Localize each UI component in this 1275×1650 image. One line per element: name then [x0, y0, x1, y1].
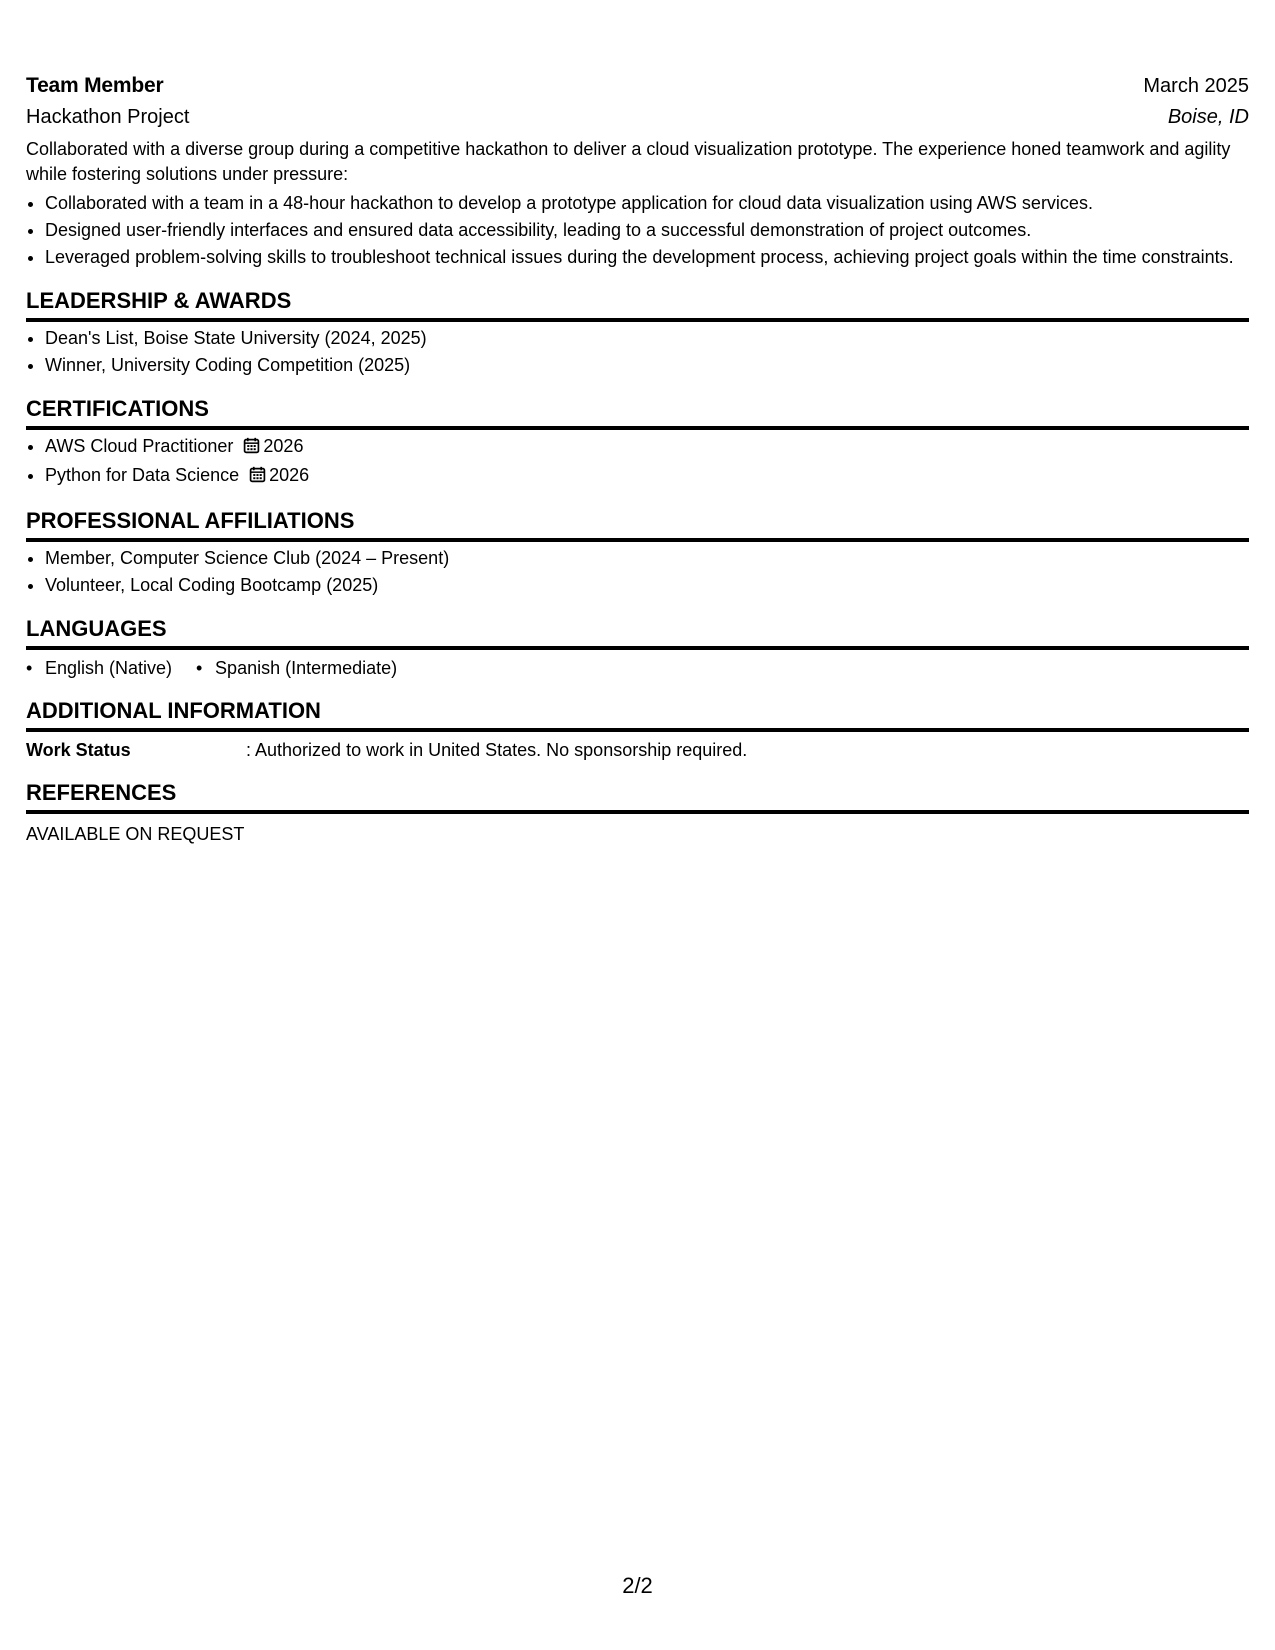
- affiliations-list: [26, 546, 1249, 597]
- page-number: 2/2: [622, 1573, 653, 1598]
- certification-year: 2026: [263, 436, 304, 456]
- list-item: • Member, Computer Science Club (2024 – Present): [45, 546, 1249, 570]
- calendar-icon: [243, 436, 260, 460]
- list-item: • English (Native): [26, 658, 172, 679]
- calendar-icon: [249, 465, 266, 489]
- section-title: ADDITIONAL INFORMATION: [26, 698, 1249, 732]
- list-item: • Dean's List, Boise State University (2024, 2025): [45, 326, 1249, 350]
- certification-year: 2026: [269, 465, 310, 485]
- section-title: LANGUAGES: [26, 616, 1249, 650]
- certification-name: AWS Cloud Practitioner: [45, 436, 234, 456]
- affiliations-section: [26, 508, 1249, 597]
- section-title: PROFESSIONAL AFFILIATIONS: [26, 508, 1249, 542]
- list-item: • Leveraged problem-solving skills to troubleshoot technical issues during the development process, achieving project goals within the time constraints.: [45, 245, 1249, 269]
- work-status-label: Work Status: [26, 740, 131, 760]
- entry-bullets: [26, 191, 1249, 269]
- work-status-row: [26, 740, 1249, 761]
- certifications-list: [26, 434, 1249, 489]
- job-date: March 2025: [1143, 75, 1249, 97]
- work-status-value: : Authorized to work in United States. No sponsorship required.: [246, 740, 748, 760]
- entry-header: [26, 74, 1249, 98]
- references-text: AVAILABLE ON REQUEST: [26, 824, 245, 844]
- list-item: [45, 463, 1249, 489]
- list-item: • Designed user-friendly interfaces and ensured data accessibility, leading to a successful demonstration of project outcomes.: [45, 218, 1249, 242]
- leadership-section: [26, 288, 1249, 377]
- list-item: • Spanish (Intermediate): [196, 658, 397, 679]
- list-item: • Winner, University Coding Competition (2025): [45, 353, 1249, 377]
- section-title: CERTIFICATIONS: [26, 396, 1249, 430]
- entry-subheader: [26, 106, 1249, 129]
- experience-entry: [26, 74, 1249, 269]
- job-location: Boise, ID: [1167, 106, 1249, 128]
- job-title: Team Member: [26, 74, 164, 97]
- list-item: [45, 434, 1249, 460]
- entry-description: Collaborated with a diverse group during a competitive hackathon to deliver a cloud visualization prototype. The experience honed teamwork and agility while fostering solutions under pressure:: [26, 139, 1231, 184]
- list-item: • Collaborated with a team in a 48-hour hackathon to develop a prototype application for cloud data visualization using AWS services.: [45, 191, 1249, 215]
- organization-name: Hackathon Project: [26, 106, 190, 128]
- leadership-list: [26, 326, 1249, 377]
- certifications-section: [26, 396, 1249, 489]
- section-title: LEADERSHIP & AWARDS: [26, 288, 1249, 322]
- list-item: • Volunteer, Local Coding Bootcamp (2025): [45, 573, 1249, 597]
- references-section: [26, 780, 1249, 845]
- languages-list: [26, 658, 1249, 679]
- additional-info-section: [26, 698, 1249, 761]
- resume-page: [26, 74, 1249, 845]
- languages-section: [26, 616, 1249, 679]
- certification-name: Python for Data Science: [45, 465, 240, 485]
- section-title: REFERENCES: [26, 780, 1249, 814]
